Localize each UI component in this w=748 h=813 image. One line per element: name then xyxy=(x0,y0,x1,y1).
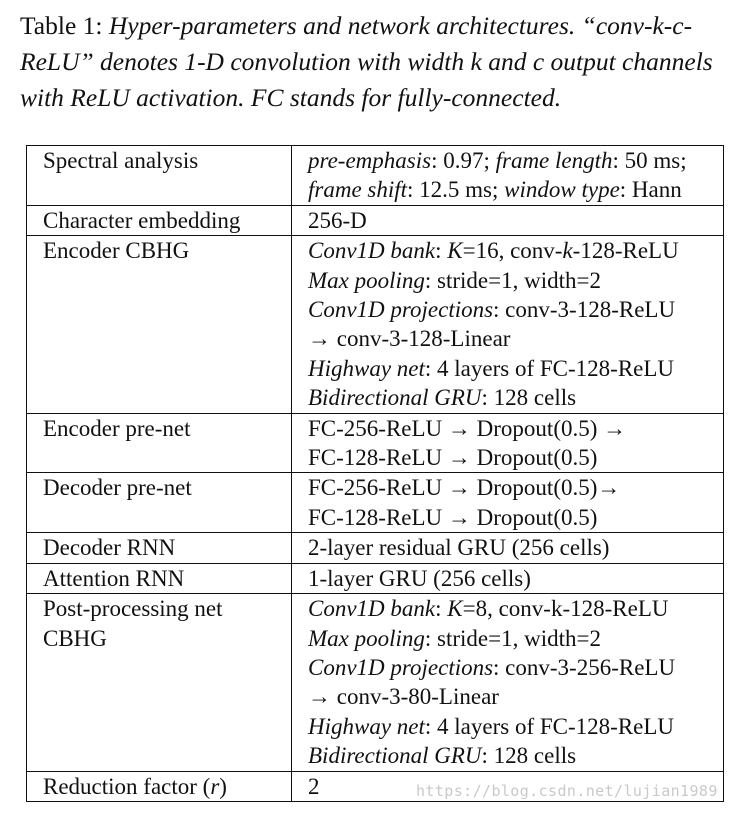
param-name-line: Spectral analysis xyxy=(43,148,199,173)
param-value-cell xyxy=(292,594,724,771)
param-value-segment: : stride=1, width=2 xyxy=(424,267,601,293)
param-value-line xyxy=(308,653,723,682)
param-value-segment: : stride=1, width=2 xyxy=(424,625,601,651)
param-name-line: CBHG xyxy=(43,625,107,651)
param-value-line xyxy=(308,146,723,175)
param-name-part: r xyxy=(210,773,220,799)
table-row xyxy=(27,563,724,593)
param-value-cell xyxy=(292,563,724,593)
caption-italic-1: Hyper-parameters and network architectures. “conv-k-c-ReLU” denotes 1-D convolution with width xyxy=(20,11,693,76)
table-row xyxy=(27,533,724,563)
param-value-segment: Conv1D bank xyxy=(308,238,436,264)
caption-italic-2: output channels with ReLU activation. FC stands for fully-connected. xyxy=(20,47,713,112)
param-value-segment: Bidirectional GRU xyxy=(308,743,482,769)
caption-label: Table 1: xyxy=(20,11,103,40)
param-value-segment: FC-256-ReLU → Dropout(0.5) → xyxy=(308,415,627,441)
table-row xyxy=(27,473,724,533)
param-value-line xyxy=(308,473,723,502)
param-value-segment: Conv1D projections xyxy=(308,297,494,323)
param-value-segment: : xyxy=(435,596,448,622)
param-name-cell xyxy=(27,563,292,593)
param-value-cell xyxy=(292,533,724,563)
caption-c: c xyxy=(532,47,545,76)
table-body xyxy=(27,146,724,802)
param-name-cell xyxy=(27,594,292,771)
table-caption xyxy=(20,8,732,116)
param-value-segment: K xyxy=(447,238,463,264)
param-value-segment: 1-layer GRU (256 cells) xyxy=(308,565,531,591)
param-value-cell xyxy=(292,146,724,206)
param-value-segment: : 0.97; xyxy=(431,148,496,173)
param-name-line: Character embedding xyxy=(43,207,241,233)
param-name-cell xyxy=(27,771,292,801)
param-value-cell xyxy=(292,413,724,473)
param-value-line xyxy=(308,443,723,472)
param-name-line: Encoder pre-net xyxy=(43,415,191,441)
param-value-line xyxy=(308,206,723,235)
param-value-segment: : conv-3-256-ReLU xyxy=(493,654,676,680)
table-row xyxy=(27,205,724,235)
param-value-cell xyxy=(292,236,724,413)
param-value-line xyxy=(308,624,723,653)
param-name-line: Decoder RNN xyxy=(43,535,176,561)
param-value-line xyxy=(308,741,723,770)
param-value-segment: Max pooling xyxy=(308,267,425,293)
caption-and: and xyxy=(488,47,527,76)
param-name-cell xyxy=(27,205,292,235)
param-value-segment: FC-128-ReLU → Dropout(0.5) xyxy=(308,504,598,530)
watermark: https://blog.csdn.net/lujian1989 xyxy=(416,782,718,800)
param-value-segment: -128-ReLU xyxy=(572,238,679,264)
param-name-part: Reduction factor ( xyxy=(43,773,211,799)
param-value-segment: window type xyxy=(504,177,620,203)
param-value-segment: Highway net xyxy=(308,355,425,381)
param-value-segment: : 12.5 ms; xyxy=(407,177,505,203)
table-row xyxy=(27,236,724,413)
param-value-line xyxy=(308,414,723,443)
param-value-line xyxy=(308,266,723,295)
table-row xyxy=(27,594,724,771)
param-value-segment: K xyxy=(447,596,463,622)
table-row xyxy=(27,146,724,206)
param-value-segment: 2 xyxy=(308,773,320,799)
param-name-line: Post-processing net xyxy=(43,596,223,622)
param-value-segment: : xyxy=(435,238,448,264)
param-value-segment: 2-layer residual GRU (256 cells) xyxy=(308,535,610,561)
param-name-line: Encoder CBHG xyxy=(43,238,190,264)
param-value-line xyxy=(308,175,723,204)
param-value-segment: Bidirectional GRU xyxy=(308,385,482,411)
param-name-cell xyxy=(27,413,292,473)
param-value-line xyxy=(308,295,723,324)
param-value-line xyxy=(308,533,723,562)
param-value-line xyxy=(308,594,723,623)
param-name-cell xyxy=(27,533,292,563)
param-name-part: ) xyxy=(219,773,227,799)
param-name-line: Decoder pre-net xyxy=(43,475,192,501)
param-value-cell xyxy=(292,473,724,533)
param-value-line xyxy=(308,712,723,741)
param-value-segment: =8, conv-k-128-ReLU xyxy=(462,596,669,622)
param-value-line xyxy=(308,324,723,353)
param-name-cell xyxy=(27,236,292,413)
param-value-segment: : Hann xyxy=(619,177,682,203)
param-value-segment: Highway net xyxy=(308,713,425,739)
table-row xyxy=(27,413,724,473)
param-value-segment: =16, conv- xyxy=(462,238,563,264)
param-value-segment: FC-128-ReLU → Dropout(0.5) xyxy=(308,445,598,471)
param-value-segment: pre-emphasis xyxy=(308,148,432,173)
param-value-segment: : conv-3-128-ReLU xyxy=(493,297,676,323)
param-value-segment: FC-256-ReLU → Dropout(0.5)→ xyxy=(308,475,621,501)
param-value-segment: : 128 cells xyxy=(481,385,577,411)
param-value-segment: → conv-3-80-Linear xyxy=(308,684,499,710)
param-value-line xyxy=(308,564,723,593)
param-value-segment: : 50 ms; xyxy=(612,148,687,173)
param-value-segment: : 4 layers of FC-128-ReLU xyxy=(424,355,675,381)
hyperparameter-table xyxy=(26,145,724,802)
param-value-segment: : 128 cells xyxy=(481,743,577,769)
param-name-cell xyxy=(27,473,292,533)
param-value-segment: Max pooling xyxy=(308,625,425,651)
param-value-segment: Conv1D projections xyxy=(308,654,494,680)
param-value-segment: 256-D xyxy=(308,207,367,233)
param-value-segment: k xyxy=(562,238,573,264)
param-value-segment: Conv1D bank xyxy=(308,596,436,622)
param-value-cell xyxy=(292,205,724,235)
param-value-segment: frame shift xyxy=(308,177,408,203)
param-value-segment: → conv-3-128-Linear xyxy=(308,326,511,352)
param-value-segment: frame length xyxy=(495,148,613,173)
param-value-line xyxy=(308,383,723,412)
param-value-line xyxy=(308,682,723,711)
param-value-line xyxy=(308,236,723,265)
param-value-line xyxy=(308,503,723,532)
param-name-cell xyxy=(27,146,292,206)
param-value-line xyxy=(308,354,723,383)
caption-k: k xyxy=(470,47,482,76)
param-value-segment: : 4 layers of FC-128-ReLU xyxy=(424,713,675,739)
param-name-line: Attention RNN xyxy=(43,565,185,591)
